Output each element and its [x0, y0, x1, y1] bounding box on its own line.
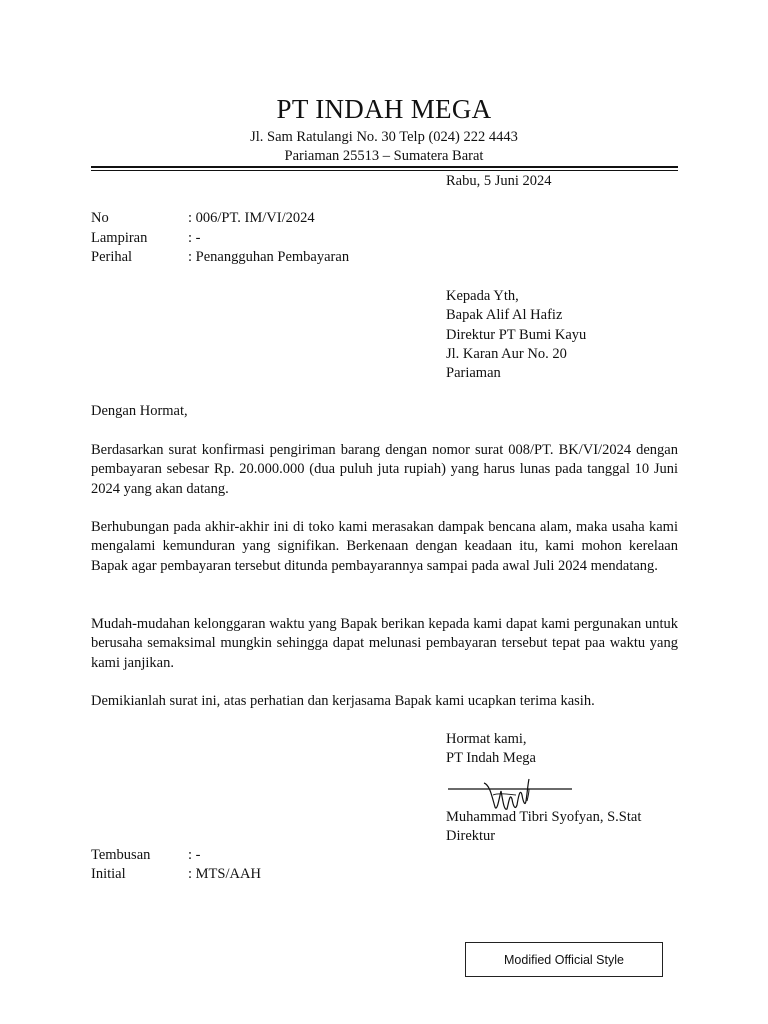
signature-greeting: Hormat kami,: [446, 731, 527, 747]
recipient-line: Pariaman: [446, 365, 501, 381]
meta-perihal-value: : Penangguhan Pembayaran: [188, 249, 350, 265]
letter-date: Rabu, 5 Juni 2024: [446, 173, 552, 189]
meta-no-label: No: [91, 210, 109, 226]
initial-label: Initial: [91, 866, 126, 882]
salutation: Dengan Hormat,: [91, 403, 188, 419]
style-note-box: [465, 942, 663, 977]
tembusan-value: : -: [188, 847, 201, 863]
initial-value: : MTS/AAH: [188, 866, 261, 882]
signature-company: PT Indah Mega: [446, 750, 536, 766]
company-name: PT INDAH MEGA: [276, 94, 492, 124]
recipient-line: Bapak Alif Al Hafiz: [446, 307, 563, 323]
body-paragraph: Berdasarkan surat konfirmasi pengiriman barang dengan nomor surat 008/PT. BK/VI/2024 dengan pembayaran sebesar Rp. 20.000.000 (dua puluh juta rupiah) yang harus lunas pada tanggal 10 Juni 2024 yang akan datang.: [91, 442, 678, 497]
meta-perihal-label: Perihal: [91, 249, 133, 265]
meta-no-value: : 006/PT. IM/VI/2024: [188, 210, 315, 226]
company-address-line2: Pariaman 25513 – Sumatera Barat: [284, 148, 484, 164]
meta-lampiran-label: Lampiran: [91, 230, 148, 246]
body-paragraph: Berhubungan pada akhir-akhir ini di toko kami merasakan dampak bencana alam, maka usaha kami mengalami kemunduran yang signifikan. Berkenaan dengan keadaan itu, kami mohon kerelaan Bapak agar pembayaran tersebut ditunda pembayarannya sampai pada awal Juli 2024 mendatang.: [91, 519, 678, 574]
meta-lampiran-value: : -: [188, 230, 201, 246]
signatory-name: Muhammad Tibri Syofyan, S.Stat: [446, 809, 642, 825]
letterhead-rule-thin: [91, 170, 678, 171]
letterhead-rule-thick: [91, 166, 678, 168]
company-address-line1: Jl. Sam Ratulangi No. 30 Telp (024) 222 4443: [250, 129, 518, 145]
recipient-line: Jl. Karan Aur No. 20: [446, 346, 567, 362]
recipient-line: Kepada Yth,: [446, 288, 519, 304]
signatory-title: Direktur: [446, 828, 496, 844]
style-note-label: Modified Official Style: [504, 952, 624, 967]
recipient-line: Direktur PT Bumi Kayu: [446, 327, 587, 343]
tembusan-label: Tembusan: [91, 847, 151, 863]
closing-sentence: Demikianlah surat ini, atas perhatian dan kerjasama Bapak kami ucapkan terima kasih.: [91, 693, 595, 709]
body-paragraph: Mudah-mudahan kelonggaran waktu yang Bapak berikan kepada kami dapat kami pergunakan untuk berusaha semaksimal mungkin sehingga dapat melunasi pembayaran tersebut tepat paa waktu yang kami janjikan.: [91, 616, 678, 671]
